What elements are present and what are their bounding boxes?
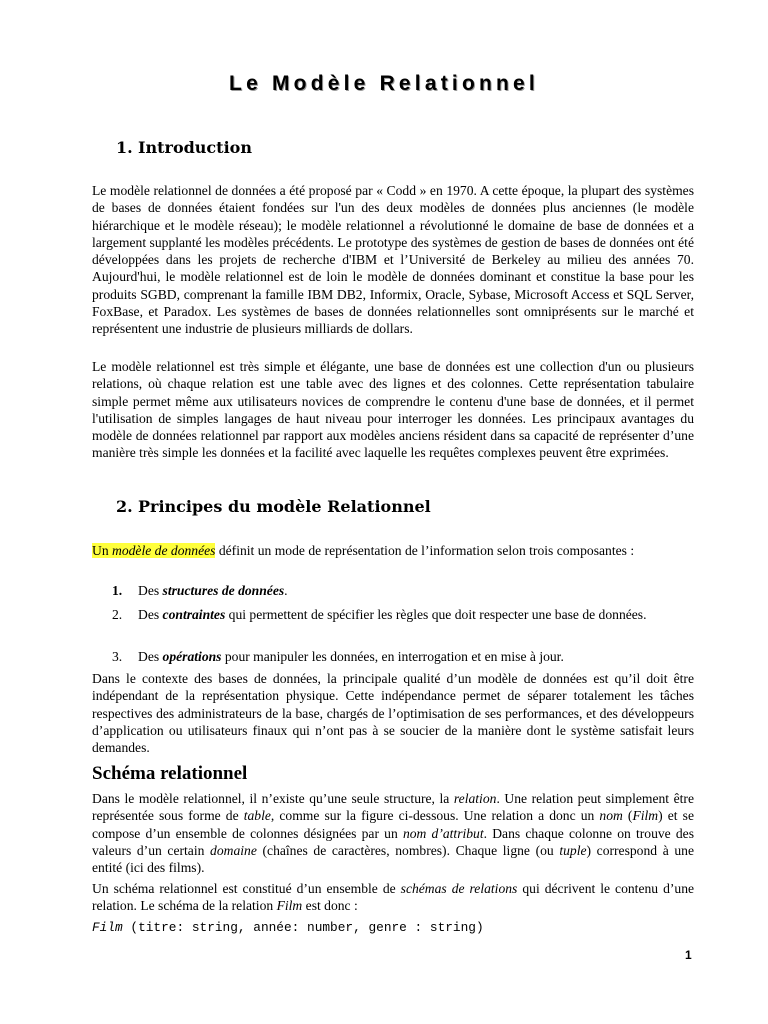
list-item-prefix: Des — [138, 607, 163, 622]
italic-term: nom — [599, 808, 623, 824]
list-item-text — [138, 606, 694, 623]
list-item-prefix: Des — [138, 583, 163, 598]
list-item-keyword: structures de données — [162, 583, 285, 598]
section-heading-introduction — [116, 138, 252, 157]
schema-heading: Schéma relationnel — [92, 763, 248, 784]
document-title: Le Modèle Relationnel — [229, 72, 539, 95]
text-run: . Une relation peut simplement être représentée sous forme de — [92, 791, 694, 824]
section-title: Principes du modèle Relationnel — [138, 497, 431, 516]
italic-term: schémas de relations — [400, 881, 518, 896]
list-item-suffix: qui permettent de spécifier les règles que doit respecter une base de données. — [225, 607, 647, 622]
text-run: est donc : — [302, 898, 358, 914]
text-run: Un schéma relationnel est constitué d’un ensemble de — [92, 881, 401, 896]
page-number: 1 — [685, 948, 692, 962]
text-run: qui décrivent le contenu d’une relation. Le schéma de la relation — [92, 881, 695, 914]
text-run: ) correspond à une entité (ici des films). — [92, 842, 694, 876]
code-attributes: (titre: string, année: number, genre : string) — [122, 920, 484, 935]
intro-paragraph-2: Le modèle relationnel est très simple et élégante, une base de données est une collection d'un ou plusieurs relations, où chaque relation est une table avec des lignes et des colonnes. Cette représentation tabulaire simple permet même aux utilisateurs novices de comprendre le contenu d'une base de données, et il permet l'utilisation de simples langages de haut niveau pour interroger les données. Les principaux avantages du modèle de données relationnel par rapport aux modèles anciens résident dans sa capacité de représenter d’une manière très simple les données et la facilité avec laquelle les requêtes complexes peuvent être exprimées. — [92, 359, 694, 461]
italic-term: domaine — [210, 842, 257, 858]
context-paragraph: Dans le contexte des bases de données, la principale qualité d’un modèle de données est qu’il doit être indépendant de la représentation physique. Cette indépendance permet de séparer totalement les tâches respectives des administrateurs de la base, chargés de l’optimisation de ses performances, et des développeurs d’application ou utilisateurs finaux qui n’ont pas à se soucier de la manière dont le système satisfait leurs demandes. — [92, 671, 694, 756]
text-run: ) et se compose d’un ensemble de colonnes désignées par un — [92, 808, 694, 841]
section-heading-principes — [116, 497, 431, 516]
list-item-text — [138, 648, 694, 665]
italic-term: table — [243, 808, 271, 824]
principes-intro-paragraph — [92, 542, 694, 559]
highlighted-phrase — [92, 543, 215, 558]
text-run: . Dans chaque colonne on trouve des valeurs d’un certain — [92, 825, 694, 858]
list-item-number: 1. — [112, 583, 123, 598]
section-title: Introduction — [138, 138, 252, 157]
list-item-number: 2. — [112, 607, 123, 622]
section-number: 1. — [116, 138, 133, 157]
italic-term: tuple — [559, 842, 587, 858]
text-run: , comme sur la figure ci-dessous. Une relation a donc un — [270, 808, 600, 824]
list-item-suffix: . — [284, 583, 288, 598]
section-number: 2. — [116, 497, 133, 516]
italic-term: relation — [453, 791, 497, 806]
code-relation-name: Film — [92, 920, 123, 935]
text-run: (chaînes de caractères, nombres). Chaque ligne (ou — [256, 842, 560, 858]
list-item-keyword: contraintes — [162, 607, 226, 622]
list-item-suffix: pour manipuler les données, en interrogation et en mise à jour. — [221, 649, 564, 664]
intro-paragraph-1: Le modèle relationnel de données a été proposé par « Codd » en 1970. A cette époque, la plupart des systèmes de bases de données étaient fondées sur l'un des deux modèles de données plus anciennes (le modèle hiérarchique et le modèle réseau); le modèle relationnel a révolutionné le domaine de base de données et a largement supplanté les modèles précédents. Le prototype des systèmes de gestion de bases de données ont été développées dans les projets de recherche d'IBM et l’Université de Berkeley au milieu des années 70. Aujourd'hui, le modèle relationnel est de loin le modèle de données dominant et constitue la base pour les produits SGBD, comprenant la famille IBM DB2, Informix, Oracle, Sybase, Microsoft Access et SQL Server, FoxBase, et Paradox. Les systèmes de bases de données relationnelles sont omniprésents sur le marché et représentent une industrie de plusieurs milliards de dollars. — [92, 183, 694, 337]
list-item-number: 3. — [112, 649, 123, 664]
list-item-prefix: Des — [138, 649, 163, 664]
intro-rest-text: définit un mode de représentation de l’information selon trois composantes : — [215, 543, 635, 558]
italic-term: nom d’attribut — [402, 825, 484, 841]
list-item-text — [138, 582, 694, 599]
list-item-keyword: opérations — [162, 649, 222, 664]
italic-term: Film — [632, 808, 659, 824]
italic-term: Film — [276, 898, 303, 914]
text-run: Dans le modèle relationnel, il n’existe qu’une seule structure, la — [92, 791, 454, 806]
schema-code-line — [92, 920, 484, 935]
schema-paragraph-2 — [92, 880, 694, 915]
schema-paragraph-1 — [92, 790, 694, 876]
highlight-plain-text: Un — [92, 543, 113, 558]
text-run: ( — [622, 808, 633, 824]
highlight-italic-text: modèle de données — [112, 543, 216, 558]
